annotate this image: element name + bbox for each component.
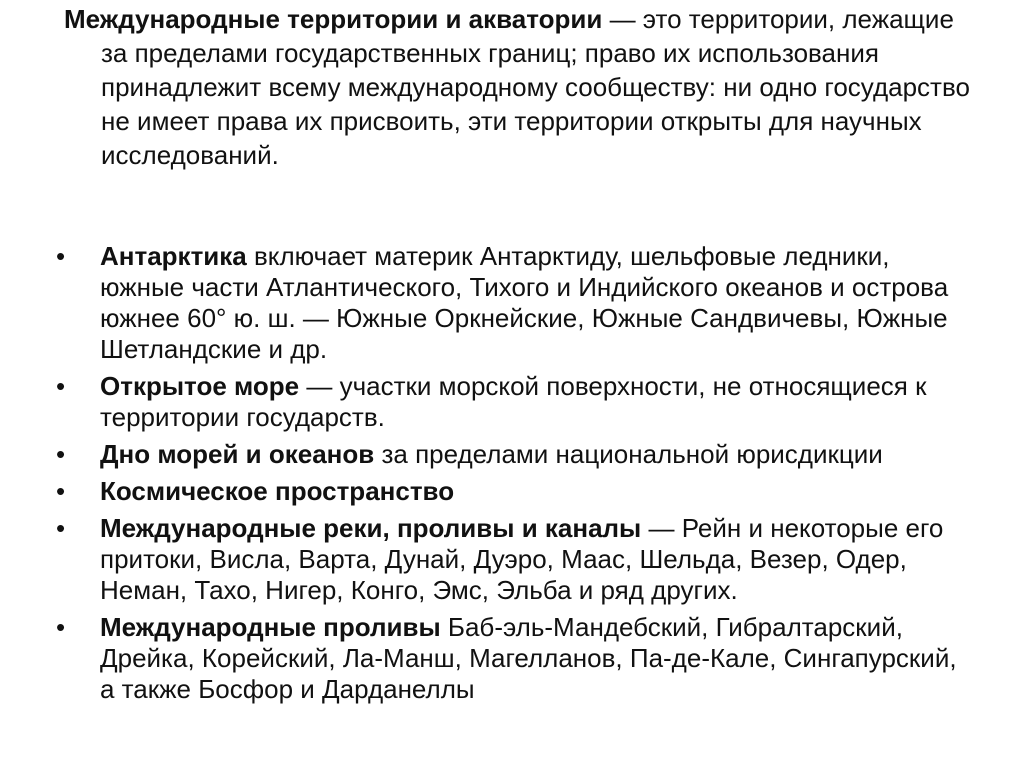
intro-term: Международные территории и акватории <box>64 4 603 34</box>
bullet-dot: • <box>56 241 66 271</box>
bullet-list <box>0 241 1024 711</box>
bullet-term: Дно морей и океанов <box>100 439 375 469</box>
bullet-dot: • <box>56 476 66 506</box>
bullet-dot: • <box>56 513 66 543</box>
bullet-term: Антарктика <box>100 241 247 271</box>
bullet-item-open-sea <box>0 371 1024 433</box>
bullet-text: — Рейн и некоторые его притоки, Висла, Варта, Дунай, Дуэро, Маас, Шельда, Везер, Одер, Неман, Тахо, Нигер, Конго, Эмс, Эльба и ряд других. <box>100 513 944 605</box>
bullet-term: Международные проливы <box>100 612 441 642</box>
bullet-item-straits <box>0 612 1024 705</box>
bullet-item-antarctica <box>0 241 1024 365</box>
bullet-item-outer-space <box>0 476 1024 507</box>
bullet-item-seabed <box>0 439 1024 470</box>
bullet-text: включает материк Антарктиду, шельфовые ледники, южные части Атлантического, Тихого и Индийского океанов и острова южнее 60° ю. ш. — Южные Оркнейские, Южные Сандвичевы, Южные Шетландские и др. <box>100 241 949 364</box>
intro-text: — это территории, лежащие за пределами государственных границ; право их использования принадлежит всему международному сообществу: ни одно государство не имеет права их присвоить, эти территории открыты для научных исследований. <box>101 4 970 170</box>
bullet-term: Международные реки, проливы и каналы <box>100 513 642 543</box>
bullet-dot: • <box>56 612 66 642</box>
bullet-dot: • <box>56 371 66 401</box>
bullet-text: — участки морской поверхности, не относящиеся к территории государств. <box>100 371 927 432</box>
intro-paragraph <box>64 2 981 172</box>
bullet-item-rivers-canals <box>0 513 1024 606</box>
bullet-term: Космическое пространство <box>100 476 455 506</box>
bullet-text: за пределами национальной юрисдикции <box>374 439 883 469</box>
bullet-text: Баб-эль-Мандебский, Гибралтарский, Дрейка, Корейский, Ла-Манш, Магелланов, Па-де-Кале, Сингапурский, а также Босфор и Дарданеллы <box>100 612 957 704</box>
bullet-term: Открытое море <box>100 371 300 401</box>
bullet-dot: • <box>56 439 66 469</box>
